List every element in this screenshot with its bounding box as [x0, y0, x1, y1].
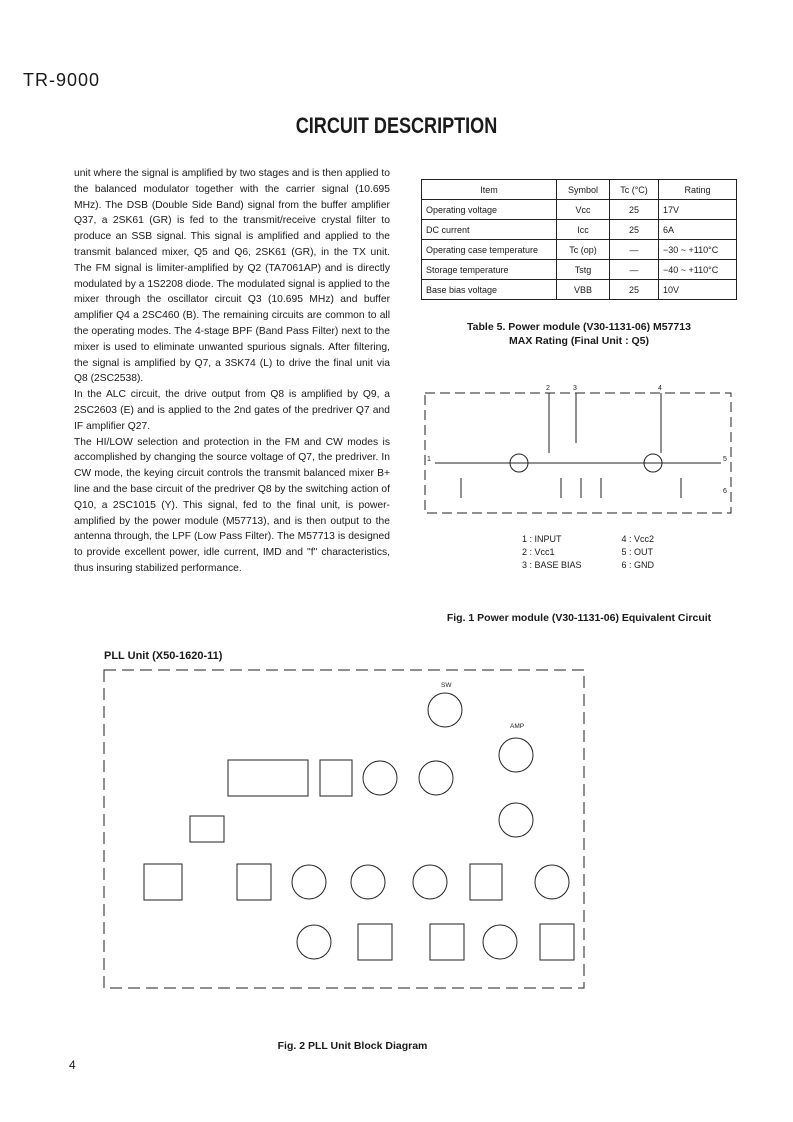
label: SW — [441, 682, 452, 689]
max-rating-table — [421, 179, 737, 300]
q1-block — [363, 761, 397, 795]
pin-label: 6 : GND — [621, 560, 655, 570]
q5-block — [499, 803, 533, 837]
q4-block — [428, 693, 462, 727]
column-header: Symbol — [557, 180, 610, 200]
table-row — [422, 200, 737, 220]
body-text — [74, 166, 390, 577]
q13-block — [535, 865, 569, 899]
table-row — [422, 260, 737, 280]
q9q8-block — [228, 760, 308, 796]
d6-block — [358, 924, 392, 960]
q7-block — [297, 925, 331, 959]
q3-block — [499, 738, 533, 772]
table-cell: VBB — [557, 280, 610, 300]
q12-block — [413, 865, 447, 899]
model-name: TR-9000 — [23, 70, 101, 90]
figure-caption: Fig. 2 PLL Unit Block Diagram — [277, 1040, 428, 1052]
q17-block — [144, 864, 182, 900]
table-cell: Tstg — [557, 260, 610, 280]
table-cell: −30 ~ +110°C — [659, 240, 737, 260]
pin-label: 5 : OUT — [621, 547, 654, 557]
table-cell: — — [610, 240, 659, 260]
q6-block — [483, 925, 517, 959]
column-header: Rating — [659, 180, 737, 200]
caption-line: MAX Rating (Final Unit : Q5) — [509, 335, 649, 347]
table-cell: Icc — [557, 220, 610, 240]
paragraph: The HI/LOW selection and protection in the FM and CW modes is accomplished by changing the source voltage of Q7, the predriver. In CW mode, the keying circuit controls the transmit balanced mixer B+ line and the base circuit of the predriver Q8 by the switching action of Q10, a 2SC1015 (Y). This signal, fed to the final unit, is power-amplified by the power module (M57713), and is then output to the antenna through, the LPF (Low Pass Filter). The M57713 is designed to provide excellent power, idle current, IMD and "f" characteristics, thus insuring stabilized performance. — [74, 436, 390, 574]
table-cell: 25 — [610, 280, 659, 300]
caption-line: Table 5. Power module (V30-1131-06) M57713 — [467, 321, 691, 333]
table-cell: Base bias voltage — [422, 280, 557, 300]
page-number: 4 — [69, 1058, 76, 1072]
d5-block — [430, 924, 464, 960]
pin-label: 1 : INPUT — [522, 534, 562, 544]
table-cell: Operating voltage — [422, 200, 557, 220]
label: AMP — [510, 723, 525, 730]
column-header: Tc (°C) — [610, 180, 659, 200]
pin-label: 4 : Vcc2 — [621, 534, 655, 544]
paragraph: In the ALC circuit, the drive output from Q8 is amplified by Q9, a 2SC2603 (E) and is applied to the 2nd gates of the predriver Q7 and IF amplifier Q27. — [74, 389, 390, 432]
table-caption — [421, 320, 737, 348]
table-cell: 10V — [659, 280, 737, 300]
figure-caption: Fig. 1 Power module (V30-1131-06) Equivalent Circuit — [446, 612, 712, 624]
pin-legend — [522, 533, 654, 572]
table-cell: DC current — [422, 220, 557, 240]
unit-outline — [104, 670, 584, 988]
q10-block — [292, 865, 326, 899]
pin-number: 4 — [658, 385, 662, 392]
q16-block — [190, 816, 224, 842]
table-cell: 17V — [659, 200, 737, 220]
table-cell: — — [610, 260, 659, 280]
module-outline — [425, 393, 731, 513]
lpf-block — [470, 864, 502, 900]
table-row — [422, 280, 737, 300]
d1-block — [320, 760, 352, 796]
pll-unit-title: PLL Unit (X50-1620-11) — [104, 650, 223, 662]
q11-block — [351, 865, 385, 899]
pll-block-diagram — [100, 660, 605, 1030]
table-cell: Operating case temperature — [422, 240, 557, 260]
table-row — [422, 240, 737, 260]
table-cell: 6A — [659, 220, 737, 240]
pin-number: 1 — [427, 456, 431, 463]
table-header-row — [422, 180, 737, 200]
pin-number: 3 — [573, 385, 577, 392]
equivalent-circuit-diagram — [421, 383, 741, 523]
paragraph: unit where the signal is amplified by two stages and is then applied to the balanced modulator together with the carrier signal (10.695 MHz). The DSB (Double Side Band) signal from the buffer amplifier Q37, a 2SK61 (GR) is fed to the transmit/receive crystal filter to produce an SSB signal. This signal is amplified and applied to the transmit balanced mixer, Q5 and Q6, 2SK61 (GR), in the TX unit. The FM signal is limiter-amplified by Q2 (TA7061AP) and is directly modulated by a 1S2208 diode. The modulated signal is applied to the mixer through the oscillator circuit Q3 (10.695 MHz) and buffer amplifier Q4 a 2SC460 (B). The remaining circuits are common to all the operating modes. The 4-stage BPF (Band Pass Filter) next to the mixer is used to eliminate unwanted spurious signals. After filtering, the signal is amplified by Q7, a 3SK74 (L) to drive the final unit via Q8 (2SC2538). — [74, 168, 390, 385]
table-cell: 25 — [610, 200, 659, 220]
q2-block — [419, 761, 453, 795]
table-cell: −40 ~ +110°C — [659, 260, 737, 280]
pin-label: 3 : BASE BIAS — [522, 560, 582, 570]
pin-number: 6 — [723, 488, 727, 495]
q18-block — [237, 864, 271, 900]
pin-number: 5 — [723, 456, 727, 463]
table-cell: Storage temperature — [422, 260, 557, 280]
d4-block — [540, 924, 574, 960]
table-row — [422, 220, 737, 240]
column-header: Item — [422, 180, 557, 200]
table-cell: Vcc — [557, 200, 610, 220]
table-cell: 25 — [610, 220, 659, 240]
page-title: CIRCUIT DESCRIPTION — [295, 113, 498, 138]
table-cell: Tc (op) — [557, 240, 610, 260]
pin-number: 2 — [546, 385, 550, 392]
pin-label: 2 : Vcc1 — [522, 547, 555, 557]
